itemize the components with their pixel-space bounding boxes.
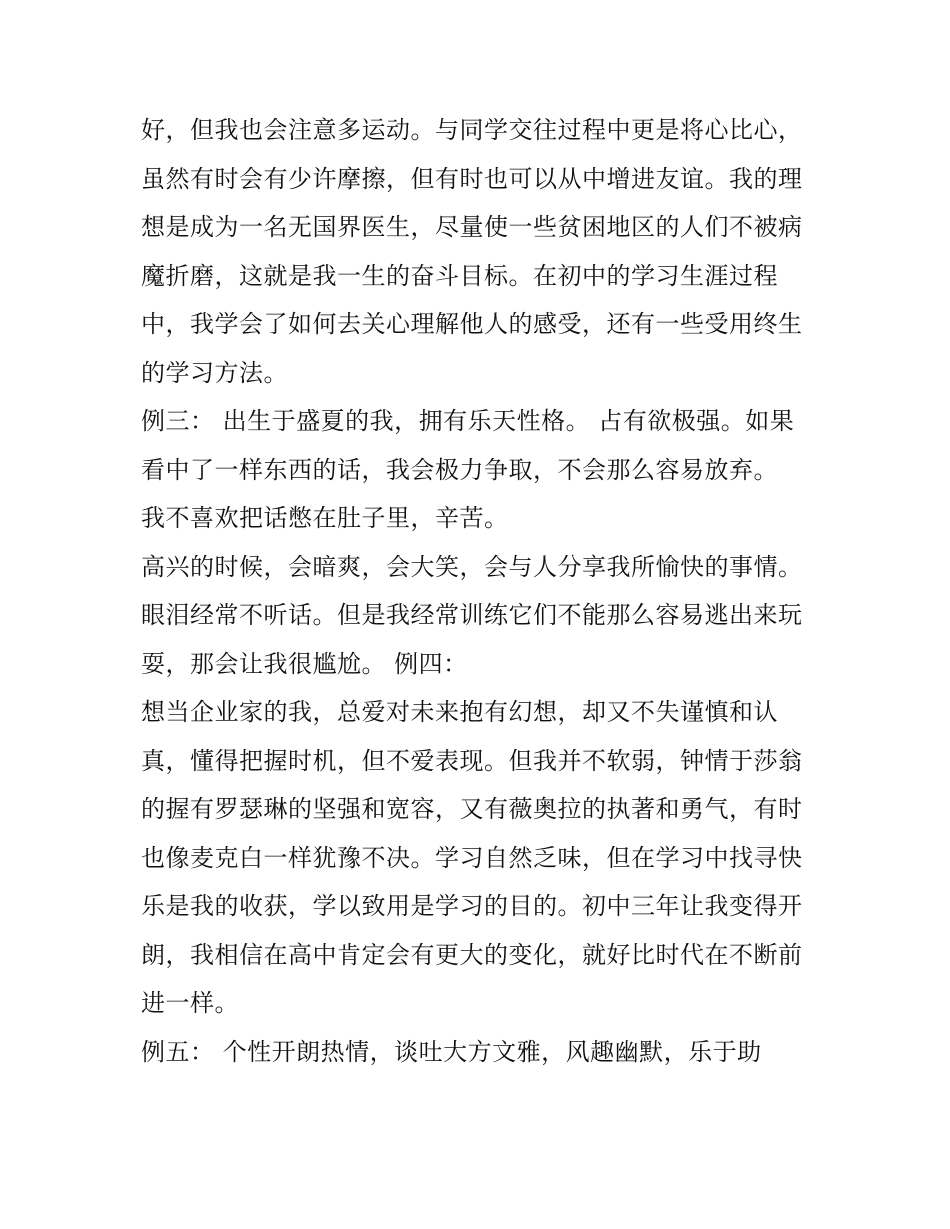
text-line: 真，懂得把握时机，但不爱表现。但我并不软弱，钟情于莎翁 bbox=[141, 746, 803, 775]
text-line: 想是成为一名无国界医生，尽量使一些贫困地区的人们不被病 bbox=[141, 213, 803, 241]
text-line: 我不喜欢把话憋在肚子里，辛苦。 bbox=[141, 504, 509, 532]
text-line: 进一样。 bbox=[141, 989, 239, 1017]
text-line: 的学习方法。 bbox=[141, 358, 288, 387]
text-line: 虽然有时会有少许摩擦，但有时也可以从中增进友谊。我的理 bbox=[141, 164, 803, 193]
text-line: 乐是我的收获，学以致用是学习的目的。初中三年让我变得开 bbox=[141, 892, 803, 920]
text-line: 看中了一样东西的话，我会极力争取，不会那么容易放弃。 bbox=[141, 455, 778, 484]
text-line: 的握有罗瑟琳的坚强和宽容，又有薇奥拉的执著和勇气，有时 bbox=[141, 795, 803, 823]
text-line: 朗，我相信在高中肯定会有更大的变化，就好比时代在不断前 bbox=[141, 940, 803, 969]
text-line: 高兴的时候，会暗爽，会大笑，会与人分享我所愉快的事情。 bbox=[141, 552, 803, 581]
text-line: 也像麦克白一样犹豫不决。学习自然乏味，但在学习中找寻快 bbox=[141, 843, 803, 872]
text-line: 耍，那会让我很尴尬。 例四： bbox=[141, 649, 468, 678]
text-line: 想当企业家的我，总爱对未来抱有幻想，却又不失谨慎和认 bbox=[141, 698, 778, 726]
text-line: 眼泪经常不听话。但是我经常训练它们不能那么容易逃出来玩 bbox=[141, 601, 803, 629]
text-line: 魔折磨，这就是我一生的奋斗目标。在初中的学习生涯过程 bbox=[141, 261, 778, 290]
text-line: 例三： 出生于盛夏的我，拥有乐天性格。 占有欲极强。如果 bbox=[141, 407, 795, 435]
document-body bbox=[141, 106, 821, 1076]
text-line: 好，但我也会注意多运动。与同学交往过程中更是将心比心， bbox=[141, 116, 803, 144]
text-line: 例五： 个性开朗热情，谈吐大方文雅，风趣幽默，乐于助 bbox=[141, 1037, 762, 1066]
text-line: 中，我学会了如何去关心理解他人的感受，还有一些受用终生 bbox=[141, 310, 803, 338]
